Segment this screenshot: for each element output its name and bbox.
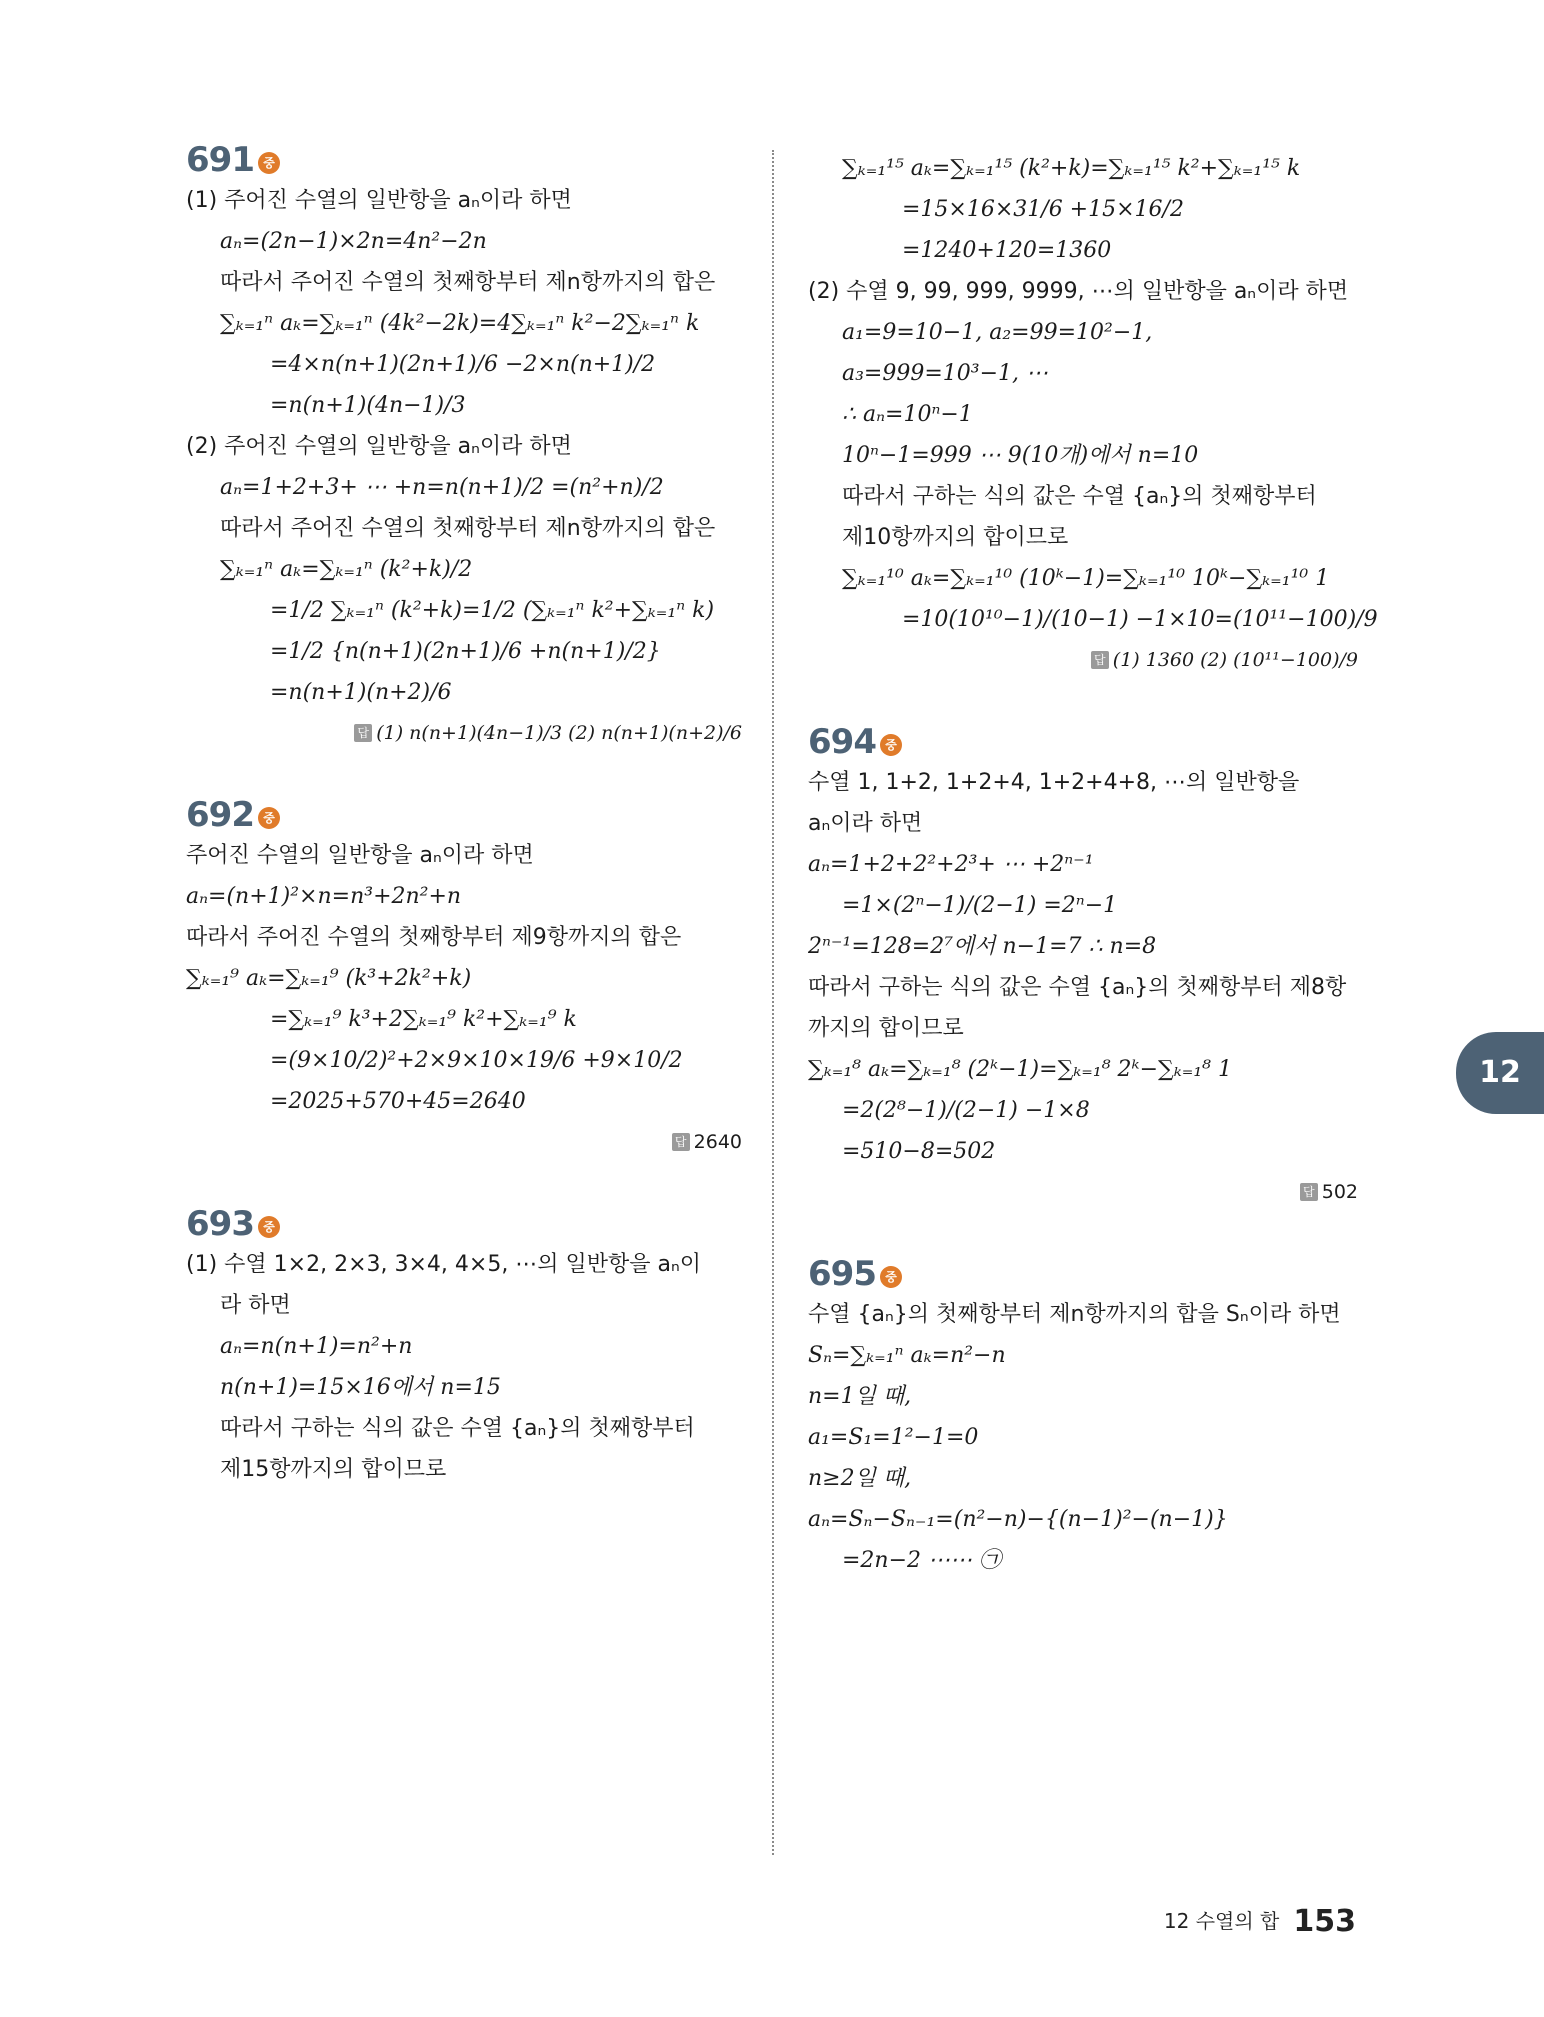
solution-line: n≥2일 때, — [808, 1466, 912, 1491]
solution-line: 따라서 주어진 수열의 첫째항부터 제9항까지의 합은 — [186, 925, 682, 950]
page-number: 153 — [1293, 1904, 1356, 1939]
solution-line: =2(2⁸−1)/(2−1) −1×8 — [842, 1098, 1090, 1123]
solution-line: aₙ=n(n+1)=n²+n — [220, 1334, 413, 1359]
solution-line: 주어진 수열의 일반항을 aₙ이라 하면 — [186, 843, 534, 868]
solution-line: =2025+570+45=2640 — [270, 1089, 526, 1114]
page-footer — [1164, 1904, 1356, 1939]
solution-line: 2ⁿ⁻¹=128=2⁷에서 n−1=7 ∴ n=8 — [808, 934, 1157, 959]
problem-693-continued — [808, 148, 1378, 680]
difficulty-badge: 중 — [880, 734, 902, 756]
solution-line: n(n+1)=15×16에서 n=15 — [220, 1375, 501, 1400]
solution-line: ∑ₖ₌₁⁸ aₖ=∑ₖ₌₁⁸ (2ᵏ−1)=∑ₖ₌₁⁸ 2ᵏ−∑ₖ₌₁⁸ 1 — [808, 1057, 1232, 1082]
solution-line: =n(n+1)(n+2)/6 — [270, 680, 452, 705]
solution-line: 까지의 합이므로 — [808, 1016, 964, 1041]
solution-line: =4×n(n+1)(2n+1)/6 −2×n(n+1)/2 — [270, 352, 656, 377]
solution-line: =1/2 {n(n+1)(2n+1)/6 +n(n+1)/2} — [270, 639, 661, 664]
left-column — [186, 140, 742, 1500]
solution-line: 수열 1, 1+2, 1+2+4, 1+2+4+8, ⋯의 일반항을 — [808, 770, 1300, 795]
solution-line: =∑ₖ₌₁⁹ k³+2∑ₖ₌₁⁹ k²+∑ₖ₌₁⁹ k — [270, 1007, 577, 1032]
answer-row — [186, 1122, 742, 1162]
solution-line: 라 하면 — [220, 1293, 291, 1318]
solution-line: =2n−2 ⋯⋯ ㉠ — [842, 1548, 1002, 1573]
problem-692 — [186, 795, 742, 1162]
solution-line: aₙ=1+2+2²+2³+ ⋯ +2ⁿ⁻¹ — [808, 852, 1094, 877]
solution-line: ∑ₖ₌₁¹⁵ aₖ=∑ₖ₌₁¹⁵ (k²+k)=∑ₖ₌₁¹⁵ k²+∑ₖ₌₁¹⁵ k — [842, 156, 1301, 181]
problem-693 — [186, 1204, 742, 1490]
answer-row — [808, 1172, 1358, 1212]
answer-icon: 답 — [672, 1133, 690, 1151]
problem-695 — [808, 1254, 1358, 1581]
problem-number: 691 — [186, 140, 254, 180]
solution-line: a₁=9=10−1, a₂=99=10²−1, — [842, 320, 1153, 345]
solution-line: ∑ₖ₌₁ⁿ aₖ=∑ₖ₌₁ⁿ (k²+k)/2 — [220, 557, 473, 582]
answer-row — [808, 640, 1358, 680]
solution-line: (1) 수열 1×2, 2×3, 3×4, 4×5, ⋯의 일반항을 aₙ이 — [186, 1252, 702, 1277]
solution-line: (1) 주어진 수열의 일반항을 aₙ이라 하면 — [186, 188, 572, 213]
solution-line: n=1일 때, — [808, 1384, 912, 1409]
answer-text: 2640 — [693, 1131, 742, 1153]
answer-icon: 답 — [354, 724, 372, 742]
solution-line: aₙ=Sₙ−Sₙ₋₁=(n²−n)−{(n−1)²−(n−1)} — [808, 1507, 1228, 1532]
solution-line: 수열 {aₙ}의 첫째항부터 제n항까지의 합을 Sₙ이라 하면 — [808, 1302, 1341, 1327]
solution-line: aₙ=(n+1)²×n=n³+2n²+n — [186, 884, 462, 909]
solution-line: ∴ aₙ=10ⁿ−1 — [842, 402, 973, 427]
solution-line: =1/2 ∑ₖ₌₁ⁿ (k²+k)=1/2 (∑ₖ₌₁ⁿ k²+∑ₖ₌₁ⁿ k) — [270, 598, 715, 623]
solution-line: =n(n+1)(4n−1)/3 — [270, 393, 466, 418]
solution-line: 10ⁿ−1=999 ⋯ 9(10개)에서 n=10 — [842, 443, 1199, 468]
answer-icon: 답 — [1091, 651, 1109, 669]
problem-number: 693 — [186, 1204, 254, 1244]
problem-691 — [186, 140, 742, 753]
problem-number: 695 — [808, 1254, 876, 1294]
solution-line: =510−8=502 — [842, 1139, 996, 1164]
difficulty-badge: 중 — [880, 1266, 902, 1288]
answer-row — [186, 713, 742, 753]
solution-line: (2) 주어진 수열의 일반항을 aₙ이라 하면 — [186, 434, 572, 459]
solution-line: 따라서 주어진 수열의 첫째항부터 제n항까지의 합은 — [220, 516, 716, 541]
solution-line: 따라서 구하는 식의 값은 수열 {aₙ}의 첫째항부터 — [842, 484, 1317, 509]
solution-line: ∑ₖ₌₁¹⁰ aₖ=∑ₖ₌₁¹⁰ (10ᵏ−1)=∑ₖ₌₁¹⁰ 10ᵏ−∑ₖ₌₁¹⁰ 1 — [842, 566, 1330, 591]
problem-number: 694 — [808, 722, 876, 762]
solution-line: =15×16×31/6 +15×16/2 — [902, 197, 1184, 222]
solution-line: Sₙ=∑ₖ₌₁ⁿ aₖ=n²−n — [808, 1343, 1006, 1368]
solution-line: =1240+120=1360 — [902, 238, 1112, 263]
solution-line: aₙ이라 하면 — [808, 811, 923, 836]
solution-line: =10(10¹⁰−1)/(10−1) −1×10=(10¹¹−100)/9 — [902, 607, 1378, 632]
solution-line: aₙ=(2n−1)×2n=4n²−2n — [220, 229, 487, 254]
answer-text: (1) 1360 (2) (10¹¹−100)/9 — [1112, 649, 1358, 671]
solution-line: 제15항까지의 합이므로 — [220, 1457, 447, 1482]
chapter-tab: 12 — [1456, 1032, 1544, 1114]
chapter-title: 12 수열의 합 — [1163, 1909, 1280, 1933]
solution-line: =(9×10/2)²+2×9×10×19/6 +9×10/2 — [270, 1048, 683, 1073]
column-divider — [772, 150, 774, 1855]
difficulty-badge: 중 — [258, 807, 280, 829]
right-column — [808, 148, 1378, 1591]
difficulty-badge: 중 — [258, 152, 280, 174]
problem-number: 692 — [186, 795, 254, 835]
answer-icon: 답 — [1300, 1183, 1318, 1201]
answer-text: (1) n(n+1)(4n−1)/3 (2) n(n+1)(n+2)/6 — [376, 722, 742, 744]
answer-text: 502 — [1321, 1181, 1358, 1203]
solution-line: a₃=999=10³−1, ⋯ — [842, 361, 1049, 386]
solution-line: aₙ=1+2+3+ ⋯ +n=n(n+1)/2 =(n²+n)/2 — [220, 475, 664, 500]
solution-line: =1×(2ⁿ−1)/(2−1) =2ⁿ−1 — [842, 893, 1118, 918]
solution-line: a₁=S₁=1²−1=0 — [808, 1425, 979, 1450]
solution-line: ∑ₖ₌₁ⁿ aₖ=∑ₖ₌₁ⁿ (4k²−2k)=4∑ₖ₌₁ⁿ k²−2∑ₖ₌₁ⁿ k — [220, 311, 700, 336]
difficulty-badge: 중 — [258, 1216, 280, 1238]
solution-line: 따라서 구하는 식의 값은 수열 {aₙ}의 첫째항부터 — [220, 1416, 695, 1441]
solution-line: 제10항까지의 합이므로 — [842, 525, 1069, 550]
solution-line: 따라서 주어진 수열의 첫째항부터 제n항까지의 합은 — [220, 270, 716, 295]
solution-line: ∑ₖ₌₁⁹ aₖ=∑ₖ₌₁⁹ (k³+2k²+k) — [186, 966, 472, 991]
problem-694 — [808, 722, 1358, 1212]
solution-line: 따라서 구하는 식의 값은 수열 {aₙ}의 첫째항부터 제8항 — [808, 975, 1347, 1000]
solution-line: (2) 수열 9, 99, 999, 9999, ⋯의 일반항을 aₙ이라 하면 — [808, 279, 1349, 304]
